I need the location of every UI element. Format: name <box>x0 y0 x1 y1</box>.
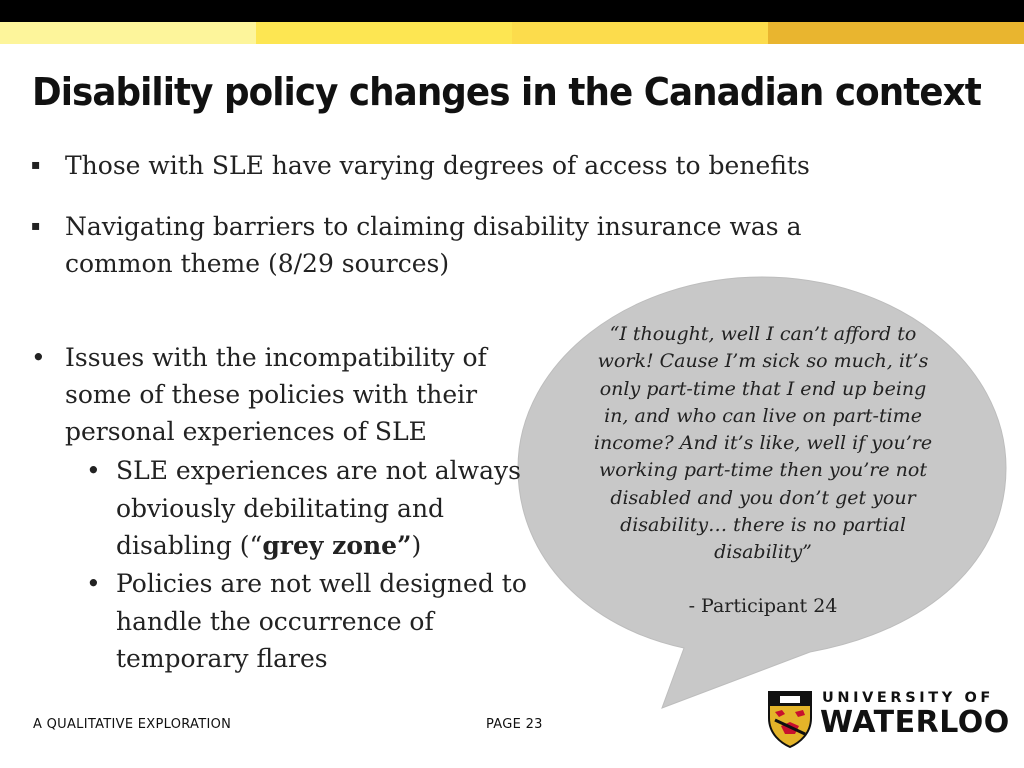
grey-zone-emphasis: grey zone” <box>262 531 412 560</box>
round-bullet-icon: • <box>31 343 46 372</box>
crest-shield-icon <box>767 690 813 748</box>
quote-attribution: - Participant 24 <box>688 595 838 617</box>
square-bullet-icon: ▪ <box>31 157 41 173</box>
round-bullet-icon: • <box>86 456 101 485</box>
bullet-text: Issues with the incompatibility of some of these policies with their personal experiences of SLE <box>65 343 487 446</box>
logo-university-of: UNIVERSITY OF <box>822 690 994 706</box>
slide-title: Disability policy changes in the Canadian context <box>32 70 981 114</box>
subbullet-temporary-flares <box>86 565 536 678</box>
bullet-text: Those with SLE have varying degrees of access to benefits <box>65 151 810 180</box>
subbullet-text-before: SLE experiences are not always obviously debilitating and disabling (“ <box>116 456 521 560</box>
logo-waterloo: WATERLOO <box>820 705 1010 740</box>
square-bullet-icon: ▪ <box>31 218 41 234</box>
footer-page-number: PAGE 23 <box>486 717 543 732</box>
subbullet-text: Policies are not well designed to handle the occurrence of temporary flares <box>116 569 527 673</box>
bullet-navigating-barriers <box>31 208 885 282</box>
subbullet-text-after: ) <box>411 531 422 560</box>
bullet-text: Navigating barriers to claiming disability insurance was a common theme (8/29 sources) <box>65 212 802 278</box>
bullet-access-benefits <box>31 147 925 184</box>
footer-presentation-title: A QUALITATIVE EXPLORATION <box>33 717 232 732</box>
university-logo <box>767 690 1010 750</box>
round-bullet-icon: • <box>86 569 101 598</box>
bullet-incompatibility <box>31 339 545 450</box>
participant-quote: “I thought, well I can’t afford to work! Cause I’m sick so much, it’s only part-time that I end up being in, and who can live on part-time income? And it’s like, well if you’re working part-time then you’re not disabled and you don’t get your disability… there is no partial disability” <box>593 323 933 564</box>
subbullet-grey-zone <box>86 452 536 565</box>
